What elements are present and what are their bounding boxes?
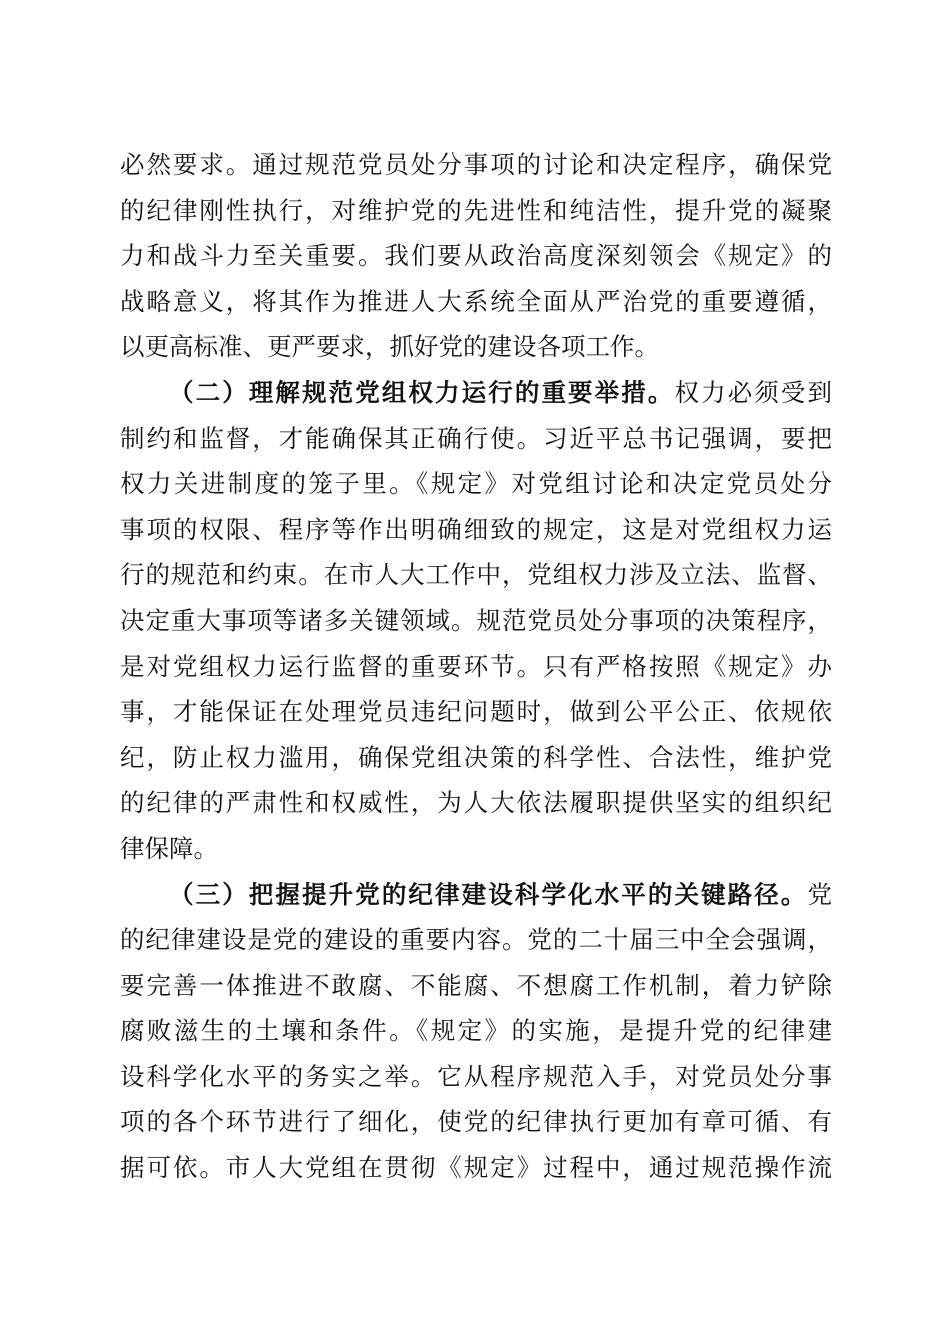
paragraph-line: 战略意义，将其作为推进人大系统全面从严治党的重要遵循， <box>120 286 832 316</box>
paragraph-line: 权力关进制度的笼子里。《规定》对党组讨论和决定党员处分 <box>120 469 832 499</box>
paragraph-line: 行的规范和约束。在市人大工作中，党组权力涉及立法、监督、 <box>120 560 832 590</box>
paragraph-line: 项的各个环节进行了细化，使党的纪律执行更加有章可循、有 <box>120 1107 832 1137</box>
heading-continuation: 权力必须受到 <box>674 377 833 407</box>
paragraph-line: 是对党组权力运行监督的重要环节。只有严格按照《规定》办 <box>120 651 832 681</box>
paragraph-first-line <box>120 872 832 918</box>
paragraph-line: 的纪律刚性执行，对维护党的先进性和纯洁性，提升党的凝聚 <box>120 195 832 225</box>
paragraph-2 <box>120 370 832 872</box>
paragraph-line: 决定重大事项等诸多关键领域。规范党员处分事项的决策程序， <box>120 605 832 635</box>
paragraph-line: 腐败滋生的土壤和条件。《规定》的实施，是提升党的纪律建 <box>120 1016 832 1046</box>
paragraph-line: 制约和监督，才能确保其正确行使。习近平总书记强调，要把 <box>120 423 832 453</box>
paragraph-line: 事项的权限、程序等作出明确细致的规定，这是对党组权力运 <box>120 514 832 544</box>
heading-continuation: 党 <box>807 879 832 909</box>
paragraph-line: 的纪律建设是党的建设的重要内容。党的二十届三中全会强调， <box>120 925 832 955</box>
paragraph-line: 律保障。 <box>120 833 218 863</box>
paragraph-line: 据可依。市人大党组在贯彻《规定》过程中，通过规范操作流 <box>120 1153 832 1183</box>
paragraph-line: 事，才能保证在处理党员违纪问题时，做到公平公正、依规依 <box>120 697 832 727</box>
document-body <box>120 142 832 1191</box>
paragraph-line: 以更高标准、更严要求，抓好党的建设各项工作。 <box>120 332 659 362</box>
section-heading-3: （三）把握提升党的纪律建设科学化水平的关键路径。 <box>169 879 808 909</box>
paragraph-1 <box>120 142 832 370</box>
paragraph-line: 力和战斗力至关重要。我们要从政治高度深刻领会《规定》的 <box>120 241 832 271</box>
paragraph-line: 必然要求。通过规范党员处分事项的讨论和决定程序，确保党 <box>120 150 832 179</box>
paragraph-first-line <box>120 370 832 416</box>
paragraph-line: 设科学化水平的务实之举。它从程序规范入手，对党员处分事 <box>120 1061 832 1091</box>
paragraph-3 <box>120 872 832 1191</box>
paragraph-line: 的纪律的严肃性和权威性，为人大依法履职提供坚实的组织纪 <box>120 788 832 818</box>
paragraph-line: 要完善一体推进不敢腐、不能腐、不想腐工作机制，着力铲除 <box>120 970 832 1000</box>
section-heading-2: （二）理解规范党组权力运行的重要举措。 <box>169 377 675 407</box>
paragraph-line: 纪，防止权力滥用，确保党组决策的科学性、合法性，维护党 <box>120 742 832 772</box>
